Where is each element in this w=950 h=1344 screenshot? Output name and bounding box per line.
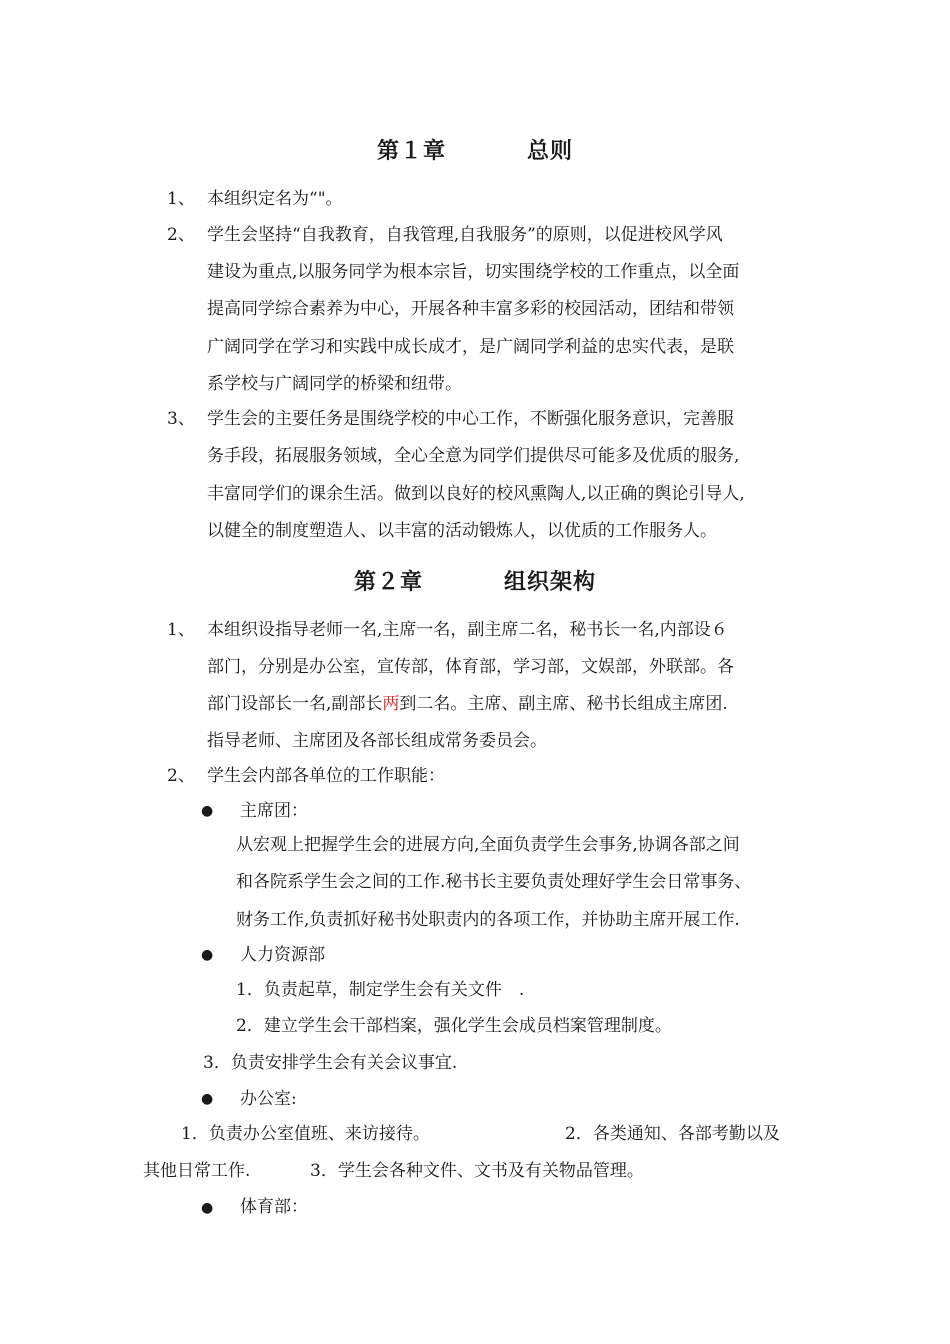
sports-title: 体育部： bbox=[240, 1197, 308, 1217]
office-duty-1: 1．负责办公室值班、来访接待。 bbox=[181, 1124, 430, 1144]
ch1-item3-line: 以健全的制度塑造人、以丰富的活动锻炼人，以优质的工作服务人。 bbox=[207, 521, 717, 541]
highlighted-char: 两 bbox=[382, 694, 400, 714]
ch1-item2-line: 提高同学综合素养为中心，开展各种丰富多彩的校园活动，团结和带领 bbox=[207, 299, 734, 319]
ch2-item1-line: 指导老师、主席团及各部长组成常务委员会。 bbox=[207, 731, 547, 751]
bullet-icon: ● bbox=[201, 803, 214, 819]
chapter-2-number: 第２章 bbox=[353, 569, 423, 595]
ch1-item3-line: 丰富同学们的课余生活。做到以良好的校风熏陶人,以正确的舆论引导人, bbox=[207, 484, 745, 504]
ch2-item2-marker: 2、 bbox=[167, 766, 195, 786]
presidium-line: 和各院系学生会之间的工作.秘书长主要负责处理好学生会日常事务、 bbox=[236, 872, 752, 892]
ch2-item1-marker: 1、 bbox=[167, 620, 195, 640]
ch1-item2-marker: 2、 bbox=[167, 225, 195, 245]
presidium-title: 主席团： bbox=[240, 801, 308, 821]
ch1-item2-line: 学生会坚持“自我教育，自我管理,自我服务”的原则，以促进校风学风 bbox=[207, 225, 723, 245]
bullet-icon: ● bbox=[201, 1091, 214, 1107]
office-duty-3: 3．学生会各种文件、文书及有关物品管理。 bbox=[310, 1161, 644, 1181]
hr-duty-3: 3．负责安排学生会有关会议事宜. bbox=[203, 1053, 458, 1073]
bullet-icon: ● bbox=[201, 947, 214, 963]
ch1-item3-marker: 3、 bbox=[167, 409, 195, 429]
office-duty-2: 2．各类通知、各部考勤以及 bbox=[565, 1124, 780, 1144]
chapter-1-title: 总则 bbox=[526, 138, 573, 164]
presidium-line: 财务工作,负责抓好秘书处职责内的各项工作，并协助主席开展工作. bbox=[236, 910, 740, 930]
chapter-2-title: 组织架构 bbox=[503, 569, 596, 595]
hr-duty-1: 1．负责起草，制定学生会有关文件 . bbox=[236, 980, 525, 1000]
ch1-item2-line: 系学校与广阔同学的桥梁和纽带。 bbox=[207, 374, 462, 394]
chapter-2-heading bbox=[0, 565, 950, 596]
ch1-item1-marker: 1、 bbox=[167, 189, 195, 209]
ch2-item2-text: 学生会内部各单位的工作职能： bbox=[207, 766, 445, 786]
hr-duty-2: 2．建立学生会干部档案，强化学生会成员档案管理制度。 bbox=[236, 1016, 672, 1036]
office-duty-2-cont: 其他日常工作. bbox=[143, 1161, 251, 1181]
line-text: 到二名。主席、副主席、秘书长组成主席团. bbox=[399, 694, 728, 714]
ch2-item1-line bbox=[207, 694, 728, 714]
ch2-item1-line: 本组织设指导老师一名,主席一名，副主席二名，秘书长一名,内部设６ bbox=[207, 620, 728, 640]
ch1-item3-line: 学生会的主要任务是围绕学校的中心工作，不断强化服务意识，完善服 bbox=[207, 409, 734, 429]
ch1-item2-line: 广阔同学在学习和实践中成长成才，是广阔同学利益的忠实代表，是联 bbox=[207, 337, 734, 357]
chapter-1-number: 第１章 bbox=[376, 138, 446, 164]
ch2-item1-line: 部门，分别是办公室，宣传部，体育部，学习部，文娱部，外联部。各 bbox=[207, 657, 734, 677]
chapter-1-heading bbox=[0, 134, 950, 165]
bullet-icon: ● bbox=[201, 1200, 214, 1216]
line-text: 部门设部长一名,副部长 bbox=[207, 694, 383, 714]
ch1-item3-line: 务手段，拓展服务领域，全心全意为同学们提供尽可能多及优质的服务, bbox=[207, 446, 740, 466]
ch1-item2-line: 建设为重点,以服务同学为根本宗旨，切实围绕学校的工作重点，以全面 bbox=[207, 262, 740, 282]
hr-title: 人力资源部 bbox=[240, 945, 325, 965]
ch1-item1-text: 本组织定名为“"。 bbox=[207, 189, 343, 209]
office-title: 办公室: bbox=[240, 1089, 297, 1109]
presidium-line: 从宏观上把握学生会的进展方向,全面负责学生会事务,协调各部之间 bbox=[236, 835, 740, 855]
